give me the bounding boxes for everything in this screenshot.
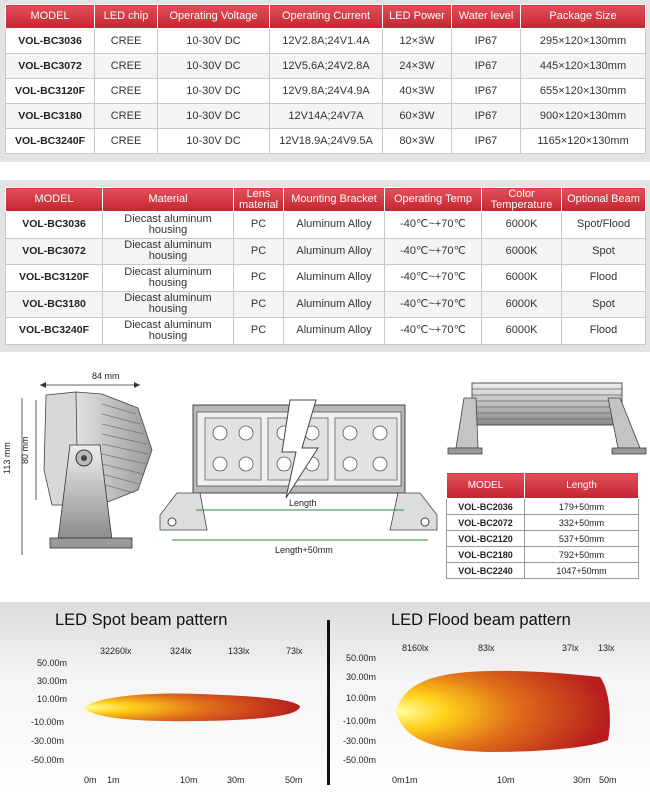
model-cell: VOL-BC3036 [6,212,103,239]
table-cell: -40℃~+70℃ [385,265,482,292]
model-cell: VOL-BC2240 [447,563,525,579]
table-cell: PC [234,318,284,345]
table-cell: Flood [562,318,646,345]
flood-y-label: -30.00m [343,736,377,746]
spot-beam-title: LED Spot beam pattern [55,611,228,629]
table-cell: Spot [562,238,646,265]
table-cell: -40℃~+70℃ [385,238,482,265]
spot-y-label: 10.00m [37,694,68,704]
length-label: Length [289,498,317,508]
table-cell: Diecast aluminum housing [103,265,234,292]
model-cell: VOL-BC2072 [447,515,525,531]
model-cell: VOL-BC2120 [447,531,525,547]
header-cell: MODEL [6,188,103,212]
table-cell: 295×120×130mm [521,29,646,54]
spot-lux-label: 32260lx [100,646,132,656]
model-cell: VOL-BC3072 [6,54,95,79]
spot-x-label: 0m [84,775,97,785]
model-cell: VOL-BC3240F [6,129,95,154]
table-cell: 24×3W [383,54,452,79]
header-cell: Length [525,473,639,499]
spot-y-label: -30.00m [31,736,65,746]
flood-x-label: 1m [405,775,418,785]
flood-lux-label: 13lx [598,643,615,653]
model-cell: VOL-BC3036 [6,29,95,54]
width-dimension-label: 84 mm [92,371,120,381]
header-cell: MODEL [447,473,525,499]
table-cell: 12V2.8A;24V1.4A [270,29,383,54]
table-cell: 6000K [482,238,562,265]
table-cell: PC [234,291,284,318]
spot-y-label: 30.00m [37,676,68,686]
table-cell: 10-30V DC [158,54,270,79]
table-cell: 332+50mm [525,515,639,531]
header-cell: Mounting Bracket [284,188,385,212]
table-cell: 537+50mm [525,531,639,547]
table-cell: Aluminum Alloy [284,291,385,318]
flood-lux-label: 83lx [478,643,495,653]
model-cell: VOL-BC3072 [6,238,103,265]
spot-lux-label: 73lx [286,646,303,656]
flood-beam-shape [396,671,610,752]
table-cell: 179+50mm [525,499,639,515]
table-cell: 792+50mm [525,547,639,563]
table-cell: 12V14A;24V7A [270,104,383,129]
spot-lux-label: 133lx [228,646,250,656]
table-cell: Aluminum Alloy [284,212,385,239]
table-cell: 1165×120×130mm [521,129,646,154]
spot-x-label: 50m [285,775,303,785]
length-total-label: Length+50mm [275,545,333,555]
table-cell: 12V18.9A;24V9.5A [270,129,383,154]
spot-y-label: -50.00m [31,755,65,765]
table-cell: CREE [95,54,158,79]
model-cell: VOL-BC2036 [447,499,525,515]
header-cell: Operating Current [270,5,383,29]
header-cell: Package Size [521,5,646,29]
table-cell: Diecast aluminum housing [103,318,234,345]
flood-y-label: 10.00m [346,693,377,703]
table-cell: IP67 [452,29,521,54]
table-cell: PC [234,212,284,239]
flood-y-label: 30.00m [346,672,377,682]
table-cell: Aluminum Alloy [284,318,385,345]
table-cell: Aluminum Alloy [284,238,385,265]
table-cell: 10-30V DC [158,129,270,154]
model-cell: VOL-BC3180 [6,104,95,129]
table-cell: -40℃~+70℃ [385,212,482,239]
table-cell: -40℃~+70℃ [385,318,482,345]
model-cell: VOL-BC3120F [6,265,103,292]
table-cell: Diecast aluminum housing [103,291,234,318]
table-cell: 6000K [482,212,562,239]
flood-y-label: 50.00m [346,653,377,663]
table-cell: Flood [562,265,646,292]
header-cell: LED Power [383,5,452,29]
header-cell: Optional Beam [562,188,646,212]
table-cell: 1047+50mm [525,563,639,579]
header-cell: MODEL [6,5,95,29]
table-cell: Diecast aluminum housing [103,238,234,265]
spot-y-label: 50.00m [37,658,68,668]
table-cell: 10-30V DC [158,79,270,104]
flood-lux-label: 8160lx [402,643,429,653]
model-cell: VOL-BC2180 [447,547,525,563]
spot-lux-label: 324lx [170,646,192,656]
header-cell: Operating Voltage [158,5,270,29]
flood-x-label: 50m [599,775,617,785]
header-cell: Material [103,188,234,212]
table-cell: Spot [562,291,646,318]
outer-height-label: 113 mm [2,442,12,474]
model-cell: VOL-BC3120F [6,79,95,104]
table-cell: IP67 [452,104,521,129]
table-cell: IP67 [452,129,521,154]
table-cell: Aluminum Alloy [284,265,385,292]
table-cell: 6000K [482,318,562,345]
header-cell: LED chip [95,5,158,29]
table-cell: PC [234,238,284,265]
table-cell: 12×3W [383,29,452,54]
header-cell: Operating Temp [385,188,482,212]
table-cell: IP67 [452,54,521,79]
table-cell: 10-30V DC [158,29,270,54]
spot-beam-shape [84,694,300,722]
spot-x-label: 1m [107,775,120,785]
table-cell: CREE [95,104,158,129]
table-cell: CREE [95,29,158,54]
flood-x-label: 0m [392,775,405,785]
table-cell: 60×3W [383,104,452,129]
table-cell: 12V5.6A;24V2.8A [270,54,383,79]
table-cell: CREE [95,79,158,104]
header-cell: Color Temperature [482,188,562,212]
flood-y-label: -50.00m [343,755,377,765]
spot-y-label: -10.00m [31,717,65,727]
flood-x-label: 30m [573,775,591,785]
table-cell: -40℃~+70℃ [385,291,482,318]
table-cell: CREE [95,129,158,154]
spot-x-label: 30m [227,775,245,785]
table-cell: 445×120×130mm [521,54,646,79]
header-cell: Water level [452,5,521,29]
table-cell: 80×3W [383,129,452,154]
flood-y-label: -10.00m [343,716,377,726]
flood-beam-title: LED Flood beam pattern [391,611,571,629]
table-cell: IP67 [452,79,521,104]
table-cell: 40×3W [383,79,452,104]
spot-x-label: 10m [180,775,198,785]
table-cell: Diecast aluminum housing [103,212,234,239]
model-cell: VOL-BC3240F [6,318,103,345]
table-cell: 6000K [482,291,562,318]
table-cell: 900×120×130mm [521,104,646,129]
flood-lux-label: 37lx [562,643,579,653]
table-cell: Spot/Flood [562,212,646,239]
inner-height-label: 80 mm [20,436,30,464]
table-cell: 10-30V DC [158,104,270,129]
table-cell: 12V9.8A;24V4.9A [270,79,383,104]
header-cell: Lens material [234,188,284,212]
table-cell: 6000K [482,265,562,292]
flood-x-label: 10m [497,775,515,785]
model-cell: VOL-BC3180 [6,291,103,318]
table-cell: 655×120×130mm [521,79,646,104]
table-cell: PC [234,265,284,292]
